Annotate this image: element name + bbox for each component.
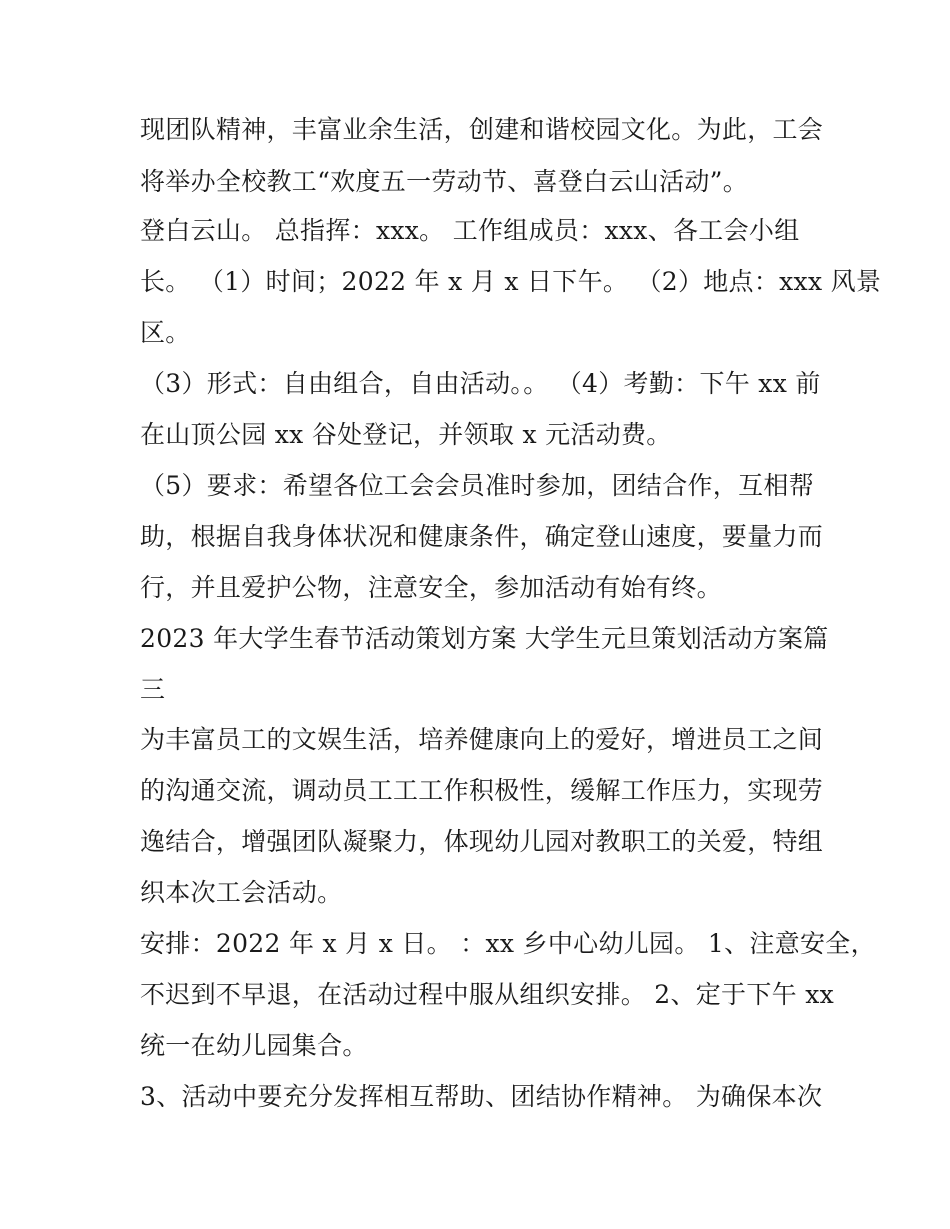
text-line: （5）要求：希望各位工会会员准时参加，团结合作，互相帮 [140,471,815,500]
text-line: 区。 [140,318,191,347]
text-line: 长。 （1）时间；2022 年 x 月 x 日下午。 （2）地点：xxx 风景 [140,267,882,296]
text-line: 登白云山。 总指挥：xxx。 工作组成员：xxx、各工会小组 [140,216,800,245]
text-line: 三 [140,675,166,704]
text-line: 3、活动中要充分发挥相互帮助、团结协作精神。 为确保本次 [140,1082,823,1111]
text-line: 2023 年大学生春节活动策划方案 大学生元旦策划活动方案篇 [140,624,829,653]
text-line: 现团队精神，丰富业余生活，创建和谐校园文化。为此，工会 [140,115,824,144]
text-line: 织本次工会活动。 [140,878,343,907]
text-line: 统一在幼儿园集合。 [140,1031,368,1060]
text-line: 在山顶公园 xx 谷处登记，并领取 x 元活动费。 [140,420,672,449]
text-line: 助，根据自我身体状况和健康条件，确定登山速度，要量力而 [140,522,824,551]
text-line: 安排：2022 年 x 月 x 日。 ：xx 乡中心幼儿园。 1、注意安全， [140,929,876,958]
text-line: 的沟通交流，调动员工工工作积极性，缓解工作压力，实现劳 [140,776,824,805]
text-line: 逸结合，增强团队凝聚力，体现幼儿园对教职工的关爱，特组 [140,827,824,856]
text-line: 为丰富员工的文娱生活，培养健康向上的爱好，增进员工之间 [140,725,824,754]
text-line: 不迟到不早退，在活动过程中服从组织安排。 2、定于下午 xx [140,980,834,1009]
text-line: 将举办全校教工“欢度五一劳动节、喜登白云山活动”。 [140,167,749,196]
text-line: （3）形式：自由组合，自由活动。。 （4）考勤：下午 xx 前 [140,369,821,398]
text-line: 行，并且爱护公物，注意安全，参加活动有始有终。 [140,573,722,602]
